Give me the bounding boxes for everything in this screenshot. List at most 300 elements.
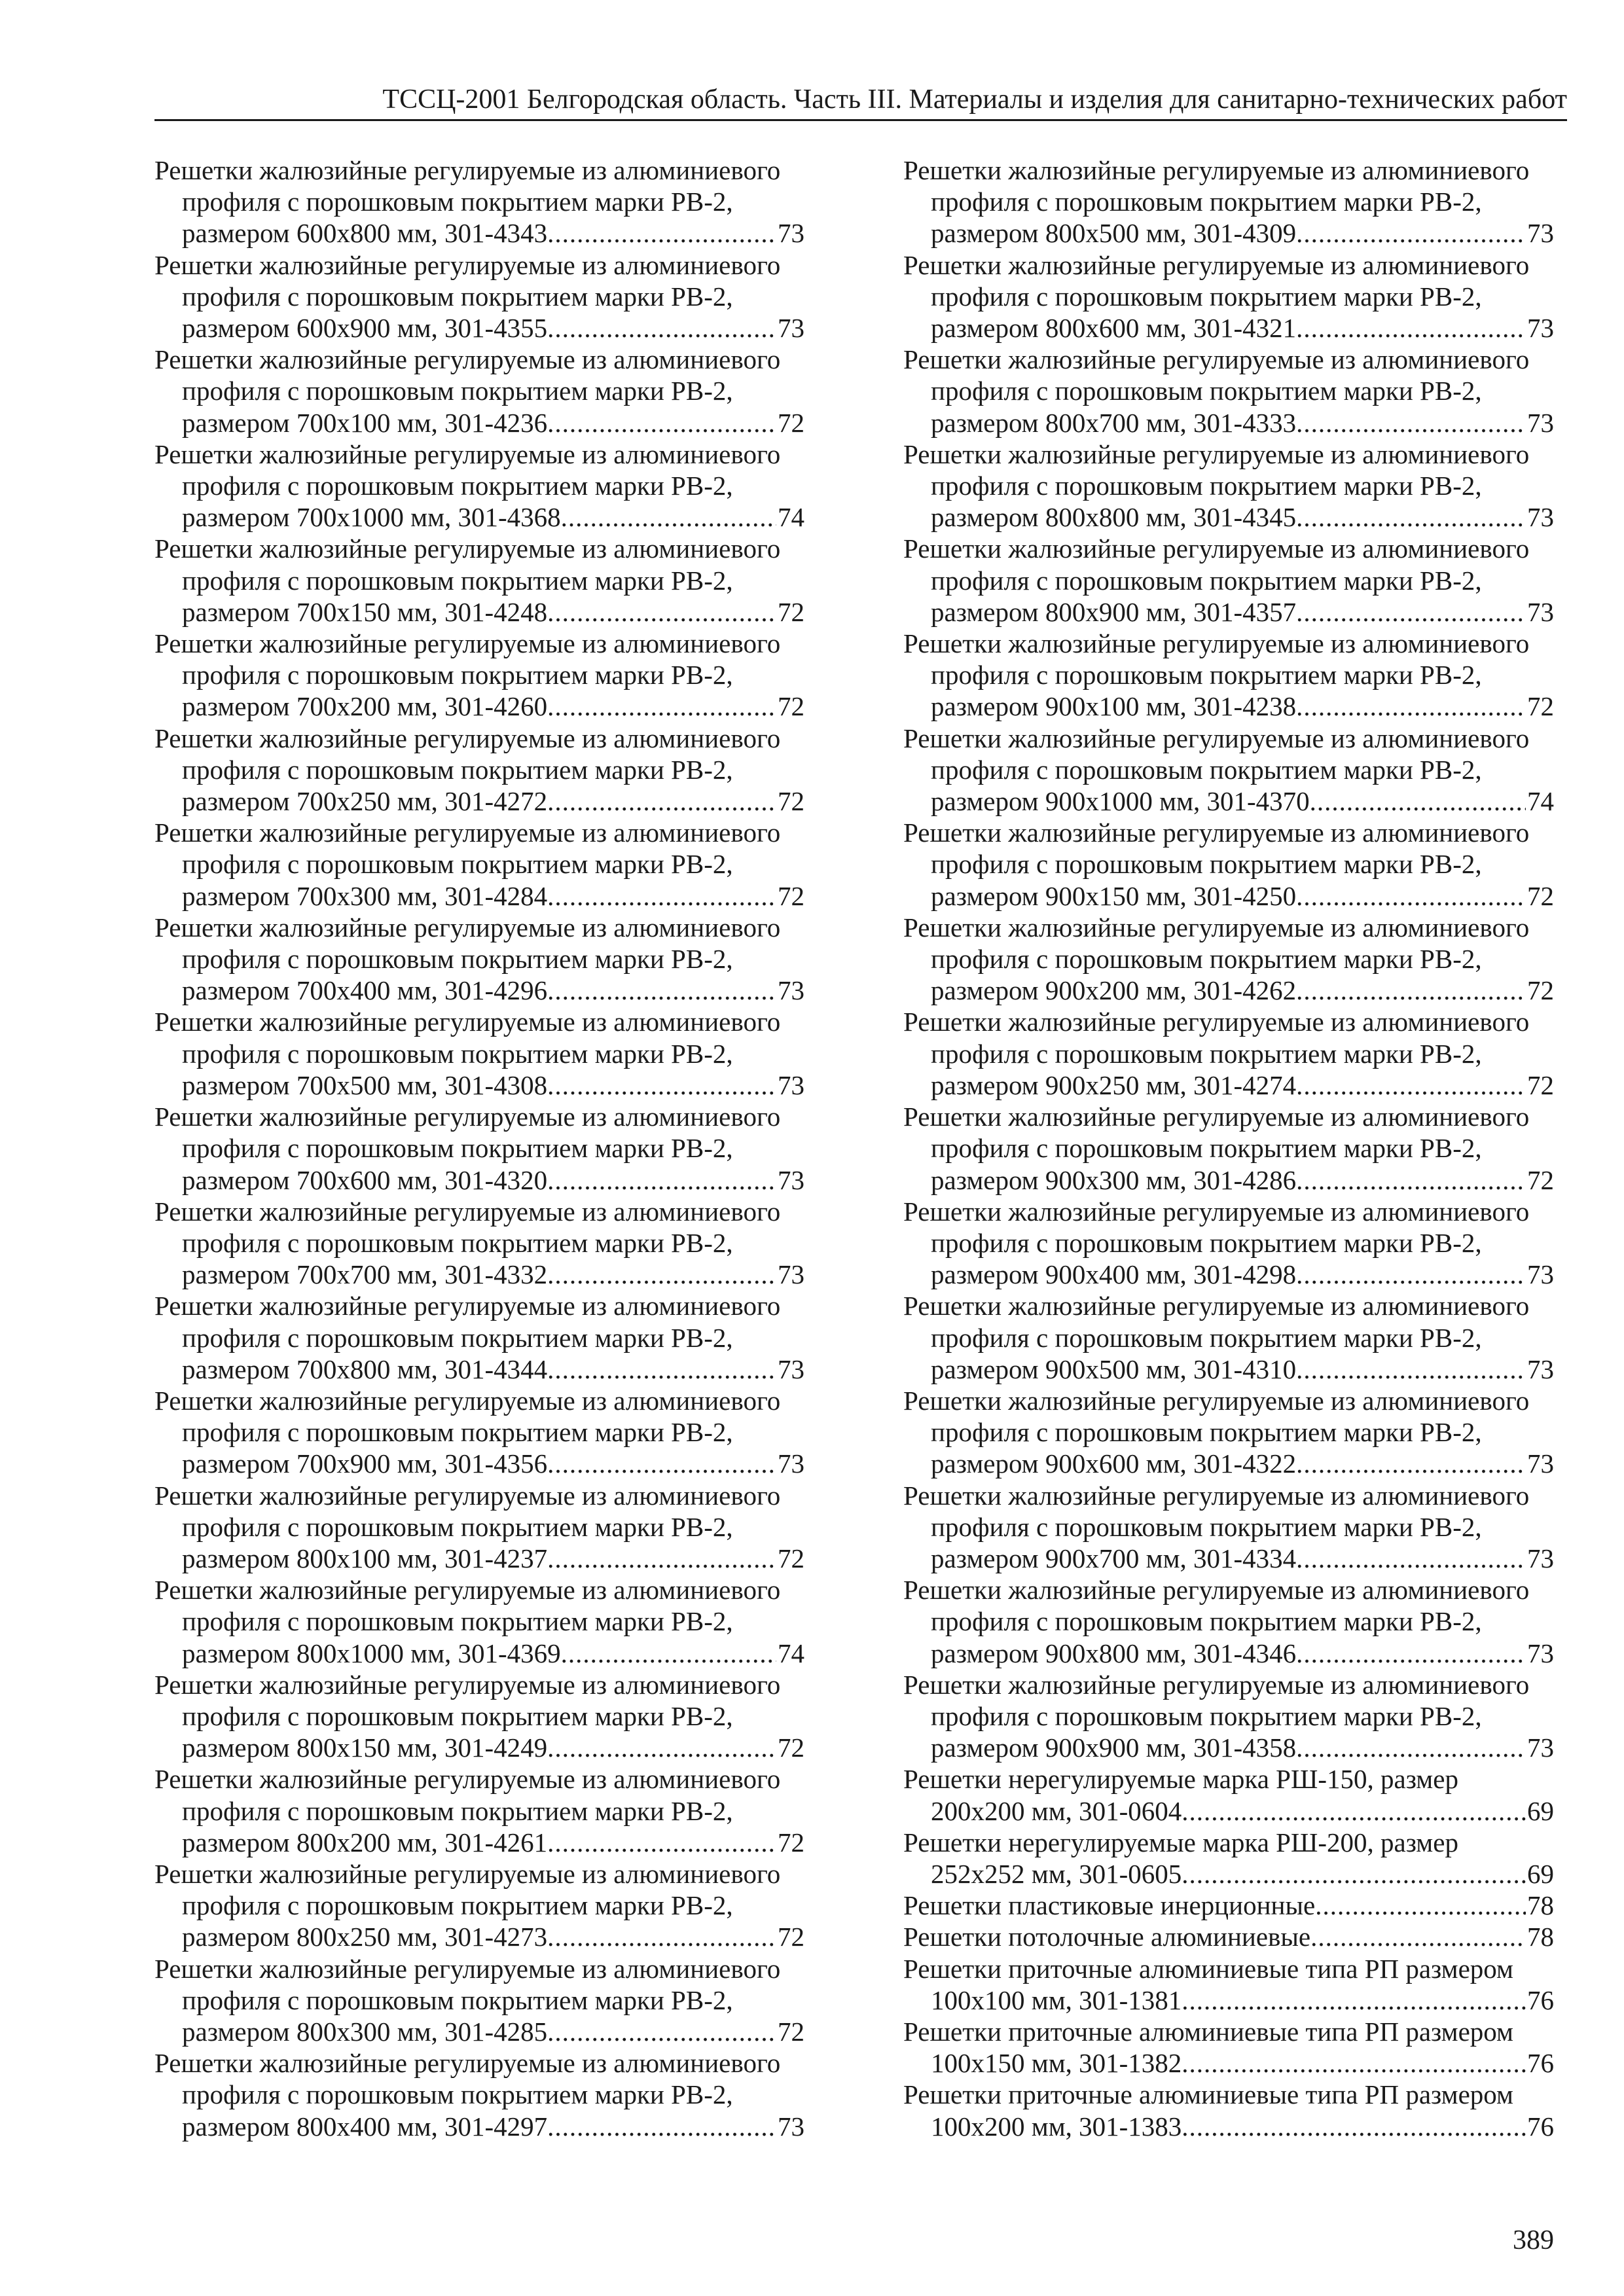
index-entry [903, 533, 1554, 628]
index-entry-last-line [903, 1448, 1554, 1479]
index-entry [154, 1385, 804, 1480]
index-entry [903, 817, 1554, 912]
index-entry-page: 73 [778, 1069, 804, 1100]
index-entry [154, 1101, 804, 1196]
index-entry-last-line [154, 217, 804, 249]
dot-leader [1296, 975, 1526, 1006]
index-entry-line: профиля с порошковым покрытием марки РВ-2, [931, 660, 1482, 691]
index-entry [154, 154, 804, 249]
index-entry-line: размером 900х600 мм, 301-4322 [931, 1448, 1297, 1479]
index-entry-line: Решетки жалюзийные регулируемые из алюминиевого [154, 1858, 781, 1889]
index-entry-last-line [154, 1164, 804, 1196]
dot-leader [1296, 1543, 1526, 1574]
index-entry-line: Решетки жалюзийные регулируемые из алюминиевого [154, 1385, 781, 1416]
index-entry-line: Решетки жалюзийные регулируемые из алюминиевого [154, 1953, 781, 1984]
dot-leader [547, 1921, 776, 1952]
index-entry-page: 72 [1527, 880, 1554, 911]
index-entry [154, 344, 804, 439]
index-entry-page: 73 [1527, 1448, 1554, 1479]
index-entry-line: Решетки жалюзийные регулируемые из алюминиевого [154, 439, 781, 469]
index-entry-line: Решетки жалюзийные регулируемые из алюминиевого [154, 1196, 781, 1227]
index-entry-page: 72 [1527, 691, 1554, 722]
index-entry-page: 72 [778, 786, 804, 817]
index-entry-page: 73 [778, 1164, 804, 1195]
dot-leader [1296, 596, 1526, 628]
index-column-left [154, 154, 804, 2142]
index-entry-line: профиля с порошковым покрытием марки РВ-2, [931, 1417, 1482, 1448]
index-entry-page: 74 [778, 1638, 804, 1668]
index-entry-last-line [903, 501, 1554, 533]
index-entry-line: Решетки жалюзийные регулируемые из алюминиевого [154, 1575, 781, 1605]
index-entry-last-line [154, 1069, 804, 1101]
index-entry-line: размером 700х150 мм, 301-4248 [182, 596, 548, 627]
index-entry-line: Решетки нерегулируемые марка РШ-150, размер [903, 1764, 1458, 1795]
index-entry-line: размером 800х1000 мм, 301-4369 [182, 1638, 561, 1668]
index-entry [154, 1290, 804, 1385]
dot-leader [547, 312, 776, 344]
index-entry-line: профиля с порошковым покрытием марки РВ-2, [182, 660, 733, 691]
index-entry-last-line [154, 691, 804, 722]
index-entry-last-line [154, 1448, 804, 1479]
index-entry-line: профиля с порошковым покрытием марки РВ-2, [182, 1890, 733, 1921]
index-entry-line: профиля с порошковым покрытием марки РВ-2, [182, 1795, 733, 1826]
index-entry [903, 2016, 1554, 2079]
index-entry [903, 628, 1554, 723]
index-entry-line: размером 900х1000 мм, 301-4370 [931, 786, 1310, 817]
index-entry-last-line [903, 596, 1554, 628]
index-entry-last-line [903, 2111, 1554, 2142]
index-entry-page: 73 [1527, 502, 1554, 533]
dot-leader [1182, 1795, 1526, 1827]
index-entry-line: размером 900х700 мм, 301-4334 [931, 1543, 1297, 1573]
index-entry-line: Решетки жалюзийные регулируемые из алюминиевого [154, 155, 781, 185]
index-entry [903, 1480, 1554, 1575]
index-entry-page: 69 [1527, 1795, 1554, 1826]
index-entry-line: 252х252 мм, 301-0605 [931, 1858, 1182, 1889]
index-entry [154, 912, 804, 1007]
index-entry-line: Решетки жалюзийные регулируемые из алюминиевого [154, 817, 781, 848]
index-entry-line: размером 700х700 мм, 301-4332 [182, 1259, 548, 1290]
index-entry-line: профиля с порошковым покрытием марки РВ-2, [182, 1984, 733, 2015]
index-entry [903, 912, 1554, 1007]
index-entry-last-line [903, 1984, 1554, 2016]
index-entry [154, 1574, 804, 1669]
index-entry-line: 100х150 мм, 301-1382 [931, 2048, 1182, 2079]
index-entry-line: размером 800х700 мм, 301-4333 [931, 407, 1297, 438]
index-entry-page: 72 [1527, 975, 1554, 1006]
index-entry-line: размером 700х600 мм, 301-4320 [182, 1164, 548, 1195]
index-entry-line: профиля с порошковым покрытием марки РВ-2, [931, 1133, 1482, 1164]
dot-leader [547, 1354, 776, 1385]
index-entry-last-line [154, 407, 804, 439]
dot-leader [547, 880, 776, 912]
dot-leader [1296, 1164, 1526, 1196]
index-entry-last-line [154, 1921, 804, 1952]
index-entry-line: Решетки жалюзийные регулируемые из алюминиевого [903, 155, 1530, 185]
index-entry-page: 76 [1527, 2111, 1554, 2142]
index-entry-last-line [903, 691, 1554, 722]
index-entry [154, 628, 804, 723]
dot-leader [1315, 1890, 1526, 1921]
index-entry-line: профиля с порошковым покрытием марки РВ-2, [931, 565, 1482, 596]
index-entry-line: профиля с порошковым покрытием марки РВ-2, [182, 2079, 733, 2110]
index-entry-line: профиля с порошковым покрытием марки РВ-2, [931, 1700, 1482, 1731]
index-entry-page: 73 [1527, 1732, 1554, 1763]
index-entry-line: Решетки жалюзийные регулируемые из алюминиевого [903, 1102, 1530, 1132]
index-entry-line: Решетки жалюзийные регулируемые из алюминиевого [903, 249, 1530, 280]
index-entry [903, 1827, 1554, 1890]
index-entry-last-line [903, 1354, 1554, 1385]
index-entry-last-line [903, 1259, 1554, 1290]
index-entry-last-line [154, 1259, 804, 1290]
index-entry-page: 72 [778, 1827, 804, 1857]
index-entry-line: Решетки приточные алюминиевые типа РП размером [903, 2016, 1513, 2047]
index-entry-last-line [903, 2047, 1554, 2079]
index-entry-page: 72 [778, 1732, 804, 1763]
index-entry [903, 1385, 1554, 1480]
index-entry-last-line [154, 312, 804, 344]
index-entry [903, 1101, 1554, 1196]
index-entry-line: размером 800х900 мм, 301-4357 [931, 596, 1297, 627]
index-entry [903, 439, 1554, 533]
index-entry-last-line [154, 1732, 804, 1763]
index-entry-line: размером 600х800 мм, 301-4343 [182, 218, 548, 249]
index-entry-line: Решетки жалюзийные регулируемые из алюминиевого [903, 1669, 1530, 1700]
index-entry-last-line [154, 1638, 804, 1669]
index-entry-last-line [154, 1543, 804, 1574]
index-entry [154, 2047, 804, 2142]
index-entry-page: 73 [1527, 1259, 1554, 1290]
index-entry [154, 1858, 804, 1953]
index-entry [903, 344, 1554, 439]
dot-leader [1296, 501, 1526, 533]
index-entry-last-line [903, 1164, 1554, 1196]
index-entry [154, 1196, 804, 1291]
index-entry-page: 72 [1527, 1164, 1554, 1195]
index-entry-line: Решетки приточные алюминиевые типа РП размером [903, 1953, 1513, 1984]
index-entry-page: 73 [1527, 313, 1554, 344]
index-entry-last-line [903, 312, 1554, 344]
index-entry [154, 1953, 804, 2048]
index-entry-line: Решетки пластиковые инерционные [903, 1890, 1316, 1921]
index-entry-line: размером 900х800 мм, 301-4346 [931, 1638, 1297, 1668]
index-entry-last-line [154, 1827, 804, 1858]
index-entry-last-line [154, 2016, 804, 2047]
index-entry-line: Решетки жалюзийные регулируемые из алюминиевого [154, 1291, 781, 1321]
index-entry-line: размером 700х250 мм, 301-4272 [182, 786, 548, 817]
index-entry-line: размером 800х150 мм, 301-4249 [182, 1732, 548, 1763]
index-entry-line: профиля с порошковым покрытием марки РВ-2, [182, 281, 733, 312]
index-entry-page: 73 [1527, 1638, 1554, 1668]
index-entry-line: профиля с порошковым покрытием марки РВ-2, [182, 944, 733, 975]
dot-leader [1296, 691, 1526, 722]
index-entry-page: 72 [1527, 1069, 1554, 1100]
index-entry [903, 1669, 1554, 1764]
dot-leader [547, 1259, 776, 1290]
index-entry-line: профиля с порошковым покрытием марки РВ-2, [182, 1133, 733, 1164]
index-entry-line: размером 800х600 мм, 301-4321 [931, 313, 1297, 344]
index-entry-page: 76 [1527, 2048, 1554, 2079]
index-entry-last-line [903, 1069, 1554, 1101]
index-entry-last-line [154, 975, 804, 1006]
index-entry-line: профиля с порошковым покрытием марки РВ-2, [931, 1511, 1482, 1542]
index-entry-last-line [903, 785, 1554, 817]
index-entry [154, 249, 804, 344]
dot-leader [1296, 880, 1526, 912]
index-entry-line: Решетки жалюзийные регулируемые из алюминиевого [154, 912, 781, 942]
index-entry-line: Решетки жалюзийные регулируемые из алюминиевого [903, 1575, 1530, 1605]
index-entry-page: 72 [778, 407, 804, 438]
index-entry-line: Решетки жалюзийные регулируемые из алюминиевого [154, 344, 781, 375]
index-entry [154, 533, 804, 628]
index-entry-line: Решетки жалюзийные регулируемые из алюминиевого [903, 1007, 1530, 1037]
index-entry-line: размером 700х100 мм, 301-4236 [182, 407, 548, 438]
index-entry-line: Решетки приточные алюминиевые типа РП размером [903, 2079, 1513, 2110]
index-entry-last-line [903, 407, 1554, 439]
index-entry-last-line [154, 596, 804, 628]
index-entry-line: Решетки жалюзийные регулируемые из алюминиевого [903, 1385, 1530, 1416]
index-entry-page: 73 [778, 313, 804, 344]
index-entry [154, 1763, 804, 1858]
index-entry-page: 73 [778, 2111, 804, 2142]
index-entry-line: профиля с порошковым покрытием марки РВ-2, [931, 471, 1482, 501]
index-entry-line: профиля с порошковым покрытием марки РВ-2, [182, 1511, 733, 1542]
dot-leader [1182, 1858, 1526, 1890]
index-entry-line: размером 700х400 мм, 301-4296 [182, 975, 548, 1006]
index-entry-line: размером 800х300 мм, 301-4285 [182, 2016, 548, 2047]
index-entry-line: размером 800х800 мм, 301-4345 [931, 502, 1297, 533]
index-entry-line: Решетки жалюзийные регулируемые из алюминиевого [903, 628, 1530, 659]
dot-leader [547, 2111, 776, 2142]
index-entry-line: размером 900х500 мм, 301-4310 [931, 1354, 1297, 1384]
index-entry [903, 1890, 1554, 1921]
dot-leader [1296, 1732, 1526, 1763]
index-entry-page: 72 [778, 1922, 804, 1952]
index-entry-page: 73 [778, 1259, 804, 1290]
dot-leader [547, 691, 776, 722]
index-column-right [903, 154, 1554, 2142]
index-entry-line: профиля с порошковым покрытием марки РВ-2, [182, 187, 733, 217]
index-entry-page: 73 [1527, 596, 1554, 627]
index-entry-line: размером 700х500 мм, 301-4308 [182, 1069, 548, 1100]
dot-leader [547, 217, 776, 249]
index-entry-line: размером 800х400 мм, 301-4297 [182, 2111, 548, 2142]
index-entry-line: размером 900х250 мм, 301-4274 [931, 1069, 1297, 1100]
index-entry-line: профиля с порошковым покрытием марки РВ-2, [182, 471, 733, 501]
index-entry-last-line [903, 1890, 1554, 1921]
index-entry-line: Решетки жалюзийные регулируемые из алюминиевого [154, 249, 781, 280]
index-entry-line: Решетки жалюзийные регулируемые из алюминиевого [154, 1007, 781, 1037]
dot-leader [1182, 2111, 1526, 2142]
index-entry-page: 69 [1527, 1858, 1554, 1889]
index-entry [903, 1921, 1554, 1952]
index-entry-page: 73 [778, 1354, 804, 1384]
index-entry-last-line [903, 1795, 1554, 1827]
index-entry-line: Решетки жалюзийные регулируемые из алюминиевого [903, 1196, 1530, 1227]
index-entry-last-line [154, 880, 804, 912]
index-entry-line: Решетки жалюзийные регулируемые из алюминиевого [154, 723, 781, 753]
index-entry-page: 72 [778, 596, 804, 627]
index-entry [903, 2079, 1554, 2142]
dot-leader [1310, 1921, 1526, 1952]
dot-leader [561, 1638, 776, 1669]
index-entry-line: 200х200 мм, 301-0604 [931, 1795, 1182, 1826]
index-entry-line: профиля с порошковым покрытием марки РВ-2, [182, 1606, 733, 1637]
index-entry-page: 73 [1527, 1354, 1554, 1384]
index-entry-page: 76 [1527, 1984, 1554, 2015]
index-entry-page: 72 [778, 880, 804, 911]
header-rule [154, 119, 1567, 121]
index-entry-line: профиля с порошковым покрытием марки РВ-2, [182, 849, 733, 880]
dot-leader [1296, 1259, 1526, 1290]
index-entry-last-line [154, 785, 804, 817]
index-entry-line: профиля с порошковым покрытием марки РВ-2, [931, 1038, 1482, 1069]
dot-leader [1296, 1448, 1526, 1479]
index-entry-line: Решетки жалюзийные регулируемые из алюминиевого [154, 1102, 781, 1132]
index-entry-last-line [903, 880, 1554, 912]
index-entry-line: размером 900х400 мм, 301-4298 [931, 1259, 1297, 1290]
index-entry-line: размером 700х200 мм, 301-4260 [182, 691, 548, 722]
index-entry-line: Решетки жалюзийные регулируемые из алюминиевого [903, 1291, 1530, 1321]
index-entry-line: профиля с порошковым покрытием марки РВ-2, [182, 1700, 733, 1731]
index-entry-line: размером 800х200 мм, 301-4261 [182, 1827, 548, 1857]
index-entry-last-line [154, 501, 804, 533]
index-entry [903, 1763, 1554, 1826]
index-entry-line: размером 800х500 мм, 301-4309 [931, 218, 1297, 249]
index-entry-last-line [903, 1638, 1554, 1669]
index-entry-line: профиля с порошковым покрытием марки РВ-2, [931, 187, 1482, 217]
index-entry [903, 1953, 1554, 2016]
index-entry-line: профиля с порошковым покрытием марки РВ-2, [182, 754, 733, 785]
running-header: ТССЦ-2001 Белгородская область. Часть III. Материалы и изделия для санитарно-технических работ [382, 84, 1567, 115]
index-entry [903, 249, 1554, 344]
index-entry-last-line [903, 1858, 1554, 1890]
index-entry-line: размером 900х900 мм, 301-4358 [931, 1732, 1297, 1763]
index-entry-line: размером 800х100 мм, 301-4237 [182, 1543, 548, 1573]
dot-leader [1296, 1069, 1526, 1101]
index-entry-line: размером 700х1000 мм, 301-4368 [182, 502, 561, 533]
index-entry-line: профиля с порошковым покрытием марки РВ-2, [182, 1227, 733, 1258]
dot-leader [1296, 217, 1526, 249]
index-entry-line: профиля с порошковым покрытием марки РВ-2, [931, 281, 1482, 312]
dot-leader [547, 1448, 776, 1479]
index-entry-page: 78 [1527, 1922, 1554, 1952]
index-entry-line: Решетки жалюзийные регулируемые из алюминиевого [903, 533, 1530, 564]
index-entry-line: Решетки жалюзийные регулируемые из алюминиевого [903, 817, 1530, 848]
index-entry-line: Решетки жалюзийные регулируемые из алюминиевого [154, 533, 781, 564]
index-entry-line: Решетки жалюзийные регулируемые из алюминиевого [903, 344, 1530, 375]
index-entry-page: 72 [778, 691, 804, 722]
index-entry-last-line [903, 1732, 1554, 1763]
index-entry-line: размером 900х150 мм, 301-4250 [931, 880, 1297, 911]
index-entry-line: размером 700х800 мм, 301-4344 [182, 1354, 548, 1384]
index-entry [903, 723, 1554, 817]
index-entry-last-line [903, 217, 1554, 249]
index-entry-page: 78 [1527, 1890, 1554, 1921]
index-entry-page: 73 [778, 218, 804, 249]
dot-leader [547, 2016, 776, 2047]
index-entry-line: профиля с порошковым покрытием марки РВ-2, [931, 1322, 1482, 1353]
index-entry [154, 817, 804, 912]
index-entry-last-line [154, 1354, 804, 1385]
index-entry-page: 73 [1527, 218, 1554, 249]
index-entry-line: Решетки жалюзийные регулируемые из алюминиевого [903, 1480, 1530, 1511]
dot-leader [547, 1827, 776, 1858]
index-entry-page: 72 [778, 2016, 804, 2047]
index-entry-line: Решетки потолочные алюминиевые [903, 1922, 1311, 1952]
index-entry-last-line [154, 2111, 804, 2142]
dot-leader [547, 785, 776, 817]
index-entry-line: профиля с порошковым покрытием марки РВ-2, [182, 565, 733, 596]
index-entry-line: Решетки жалюзийные регулируемые из алюминиевого [903, 723, 1530, 753]
index-entry-line: профиля с порошковым покрытием марки РВ-2, [931, 1606, 1482, 1637]
index-entry-page: 74 [778, 502, 804, 533]
index-entry-line: Решетки жалюзийные регулируемые из алюминиевого [154, 1764, 781, 1795]
index-entry-line: размером 900х200 мм, 301-4262 [931, 975, 1297, 1006]
index-entry-line: Решетки жалюзийные регулируемые из алюминиевого [154, 1669, 781, 1700]
index-entry-line: 100х100 мм, 301-1381 [931, 1984, 1182, 2015]
dot-leader [1296, 312, 1526, 344]
dot-leader [1296, 1354, 1526, 1385]
dot-leader [547, 975, 776, 1006]
dot-leader [1310, 785, 1526, 817]
index-entry-line: размером 700х300 мм, 301-4284 [182, 880, 548, 911]
index-entry [903, 1290, 1554, 1385]
dot-leader [547, 596, 776, 628]
index-entry-page: 74 [1527, 786, 1554, 817]
index-entry-page: 72 [778, 1543, 804, 1573]
index-entry-line: размером 800х250 мм, 301-4273 [182, 1922, 548, 1952]
index-entry-line: профиля с порошковым покрытием марки РВ-2, [931, 944, 1482, 975]
index-entry [903, 154, 1554, 249]
index-entry-line: профиля с порошковым покрытием марки РВ-2, [931, 754, 1482, 785]
dot-leader [1182, 1984, 1526, 2016]
index-entry [903, 1006, 1554, 1101]
index-entry-page: 73 [1527, 1543, 1554, 1573]
page-number: 389 [1513, 2225, 1554, 2255]
dot-leader [547, 407, 776, 439]
dot-leader [547, 1732, 776, 1763]
index-entry [154, 1006, 804, 1101]
index-entry-line: размером 600х900 мм, 301-4355 [182, 313, 548, 344]
dot-leader [1296, 1638, 1526, 1669]
index-entry-line: профиля с порошковым покрытием марки РВ-2, [931, 849, 1482, 880]
index-entry [154, 1480, 804, 1575]
index-entry-page: 73 [778, 975, 804, 1006]
dot-leader [547, 1069, 776, 1101]
dot-leader [561, 501, 776, 533]
index-entry-page: 73 [1527, 407, 1554, 438]
index-entry-line: Решетки жалюзийные регулируемые из алюминиевого [903, 439, 1530, 469]
dot-leader [1296, 407, 1526, 439]
index-entry-line: профиля с порошковым покрытием марки РВ-2, [931, 376, 1482, 406]
index-entry [154, 1669, 804, 1764]
index-entry-line: размером 900х300 мм, 301-4286 [931, 1164, 1297, 1195]
index-entry-line: Решетки жалюзийные регулируемые из алюминиевого [154, 628, 781, 659]
index-entry-line: Решетки жалюзийные регулируемые из алюминиевого [154, 1480, 781, 1511]
index-entry-page: 73 [778, 1448, 804, 1479]
dot-leader [547, 1164, 776, 1196]
index-entry-line: размером 900х100 мм, 301-4238 [931, 691, 1297, 722]
index-entry-line: Решетки нерегулируемые марка РШ-200, размер [903, 1827, 1458, 1857]
index-entry-line: Решетки жалюзийные регулируемые из алюминиевого [903, 912, 1530, 942]
index-entry [154, 439, 804, 533]
index-entry-last-line [903, 975, 1554, 1006]
index-entry [903, 1574, 1554, 1669]
index-entry [154, 723, 804, 817]
index-entry-line: профиля с порошковым покрытием марки РВ-2, [182, 1417, 733, 1448]
index-entry-last-line [903, 1543, 1554, 1574]
